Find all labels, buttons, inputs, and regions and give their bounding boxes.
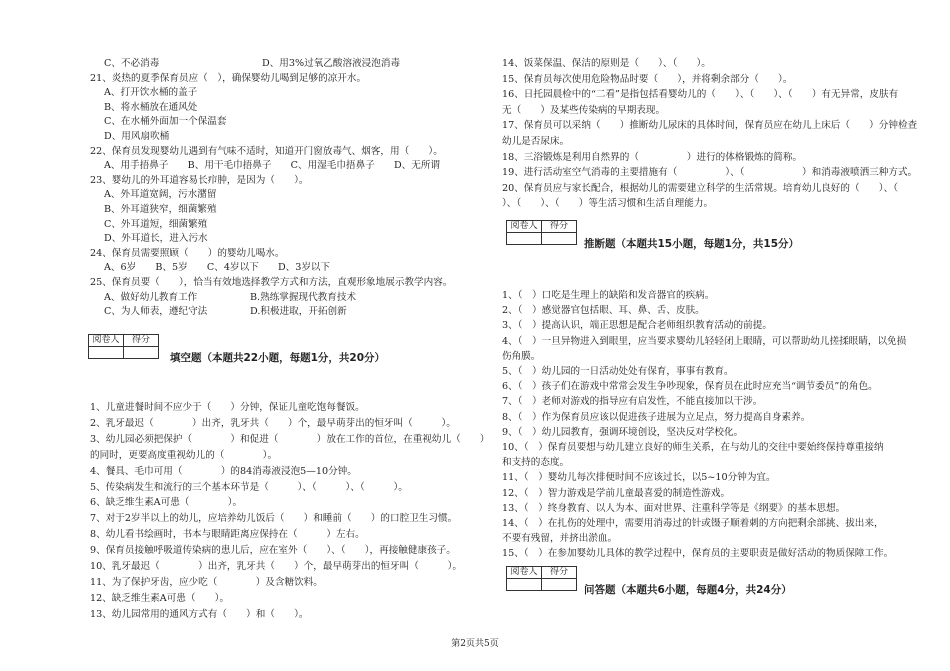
- text-line: 不要有残留，并挤出淤血。: [502, 533, 618, 544]
- text-line: A、6岁 B、5岁 C、4岁以下 D、3岁以下: [104, 262, 331, 273]
- score-table-judge: [506, 220, 577, 245]
- text-line: 15、（ ）在参加婴幼儿具体的教学过程中，保育员的主要职责是做好活动的物质保障工作。: [502, 548, 894, 559]
- text-line: 12、缺乏维生素A可患（ ）。: [90, 593, 230, 604]
- text-line: 6、缺乏维生素A可患（ ）。: [90, 497, 243, 508]
- text-line: 13、（ ）终身教育、以人为本、面对世界、注重科学等是《纲要》的基本思想。: [502, 503, 846, 514]
- text-line: 和支持的态度。: [502, 457, 570, 468]
- score-label: 得分: [542, 221, 577, 233]
- reviewer-cell: [89, 347, 124, 359]
- reviewer-cell: [507, 233, 542, 245]
- text-line: 15、保育员每次使用危险物品时要（ ），并将剩余部分（ ）。: [502, 74, 793, 85]
- text-line: 22、保育员发现婴幼儿遇到有气味不适时，知道开门窗放毒气、烟客，用（ ）。: [90, 146, 443, 157]
- text-line: C、不必消毒: [104, 58, 160, 69]
- section-title-judge: 推断题（本题共15小题，每题1分，共15分）: [584, 238, 800, 250]
- score-cell: [542, 579, 577, 591]
- reviewer-label: 阅卷人: [507, 567, 542, 579]
- page-footer: 第2页共5页: [451, 639, 499, 649]
- text-line: 17、保育员可以采纳（ ）推断幼儿尿床的具体时间，保育员应在幼儿上床后（ ）分钟检查: [502, 120, 918, 131]
- text-line: 伤角膜。: [502, 351, 541, 362]
- score-label: 得分: [124, 335, 159, 347]
- score-label: 得分: [542, 567, 577, 579]
- text-line: 14、（ ）在扎伤的处理中，需要用消毒过的针或镊子顺着刺的方向把剩余部挑、拔出来，: [502, 518, 884, 529]
- text-line: 7、对于2岁半以上的幼儿，应培养幼儿饭后（ ）和睡前（ ）的口腔卫生习惯。: [90, 513, 458, 524]
- text-line: 6、（ ）孩子们在游戏中常常会发生争吵现象，保育员在此时应充当“调节委员”的角色。: [502, 381, 878, 392]
- text-line: 20、保育员应与家长配合，根据幼儿的需要建立科学的生活常规。培育幼儿良好的（ ）、（: [502, 183, 908, 194]
- text-line: 16、日托园晨检中的“二看”是指包括看婴幼儿的（ ）、（ ）、（ ）有无异常，皮肤有: [502, 89, 899, 100]
- text-line: A、打开饮水桶的盖子: [104, 87, 198, 98]
- text-line: 23、婴幼儿的外耳道容易长疖肿，是因为（ ）。: [90, 175, 309, 186]
- text-line: ）、（ ）、（ ）等生活习惯和生活自理能力。: [502, 198, 714, 209]
- text-line: 9、保育员接触呼吸道传染病的患儿后，应在室外（ ）、（ ），再接触健康孩子。: [90, 545, 456, 556]
- text-line: 11、（ ）婴幼儿每次排便时间不应该过长，以5~10分钟为宜。: [502, 472, 776, 483]
- text-line: 25、保育员要（ ），恰当有效地选择教学方式和方法，直观形象地展示教学内容。: [90, 277, 453, 288]
- text-line: 2、乳牙最迟（ ）出齐，乳牙共（ ）个，最早萌芽出的恒牙叫（ ）。: [90, 418, 456, 429]
- text-line: 1、（ ）口吃是生理上的缺陷和发音器官的疾病。: [502, 290, 715, 301]
- text-line: D、外耳道长，进入污水: [104, 233, 208, 244]
- section-title-fill: 填空题（本题共22小题，每题1分，共20分）: [170, 352, 386, 364]
- text-line: 11、为了保护牙齿，应少吃（ ）及含糖饮料。: [90, 577, 323, 588]
- score-cell: [542, 233, 577, 245]
- text-line: C、外耳道短，细菌繁殖: [104, 219, 208, 230]
- text-line: 8、幼儿看书绘画时，书本与眼睛距离应保持在（ ）左右。: [90, 529, 365, 540]
- text-line: 3、幼儿园必须把保护（ ）和促进（ ）放在工作的首位，在重视幼儿（ ）: [90, 434, 490, 445]
- text-line: D、用3%过氧乙酸溶液浸泡消毒: [262, 58, 401, 69]
- text-line: 19、进行活动室空气消毒的主要措施有（ ）、（ ）和消毒液喷洒三种方式。: [502, 167, 918, 178]
- text-line: A、外耳道宽阔，污水潴留: [104, 189, 217, 200]
- text-line: 24、保育员需要照顾（ ）的婴幼儿喝水。: [90, 248, 285, 259]
- score-cell: [124, 347, 159, 359]
- text-line: 12、（ ）智力游戏是学前儿童最喜爱的制造性游戏。: [502, 488, 731, 499]
- text-line: 5、传染病发生和流行的三个基本环节是（ ）、（ ）、（ ）。: [90, 482, 408, 493]
- reviewer-label: 阅卷人: [507, 221, 542, 233]
- text-line: 无（ ）及某些传染病的早期表现。: [502, 105, 666, 116]
- text-line: 18、三浴锻炼是利用自然界的（ ）进行的体格锻炼的简称。: [502, 152, 803, 163]
- text-line: 幼儿是否尿床。: [502, 136, 570, 147]
- text-line: 1、儿童进餐时间不应少于（ ）分钟，保证儿童吃饱每餐饭。: [90, 402, 365, 413]
- text-line: D.积极进取，开拓创新: [250, 306, 347, 317]
- text-line: 14、饭菜保温、保洁的原则是（ ）、（ ）。: [502, 58, 711, 69]
- reviewer-label: 阅卷人: [89, 335, 124, 347]
- text-line: B、外耳道狭窄，细菌繁殖: [104, 204, 217, 215]
- text-line: 4、（ ）一旦异物进入到眼里，应当要求婴幼儿轻轻闭上眼睛，可以帮助幼儿搓揉眼睛，以免损: [502, 336, 907, 347]
- text-line: 21、炎热的夏季保育员应（ ），确保婴幼儿喝到足够的凉开水。: [90, 73, 367, 84]
- text-line: A、用手捂鼻子 B、用干毛巾捂鼻子 C、用湿毛巾捂鼻子 D、无所谓: [104, 160, 441, 171]
- text-line: 的同时，更要高度重视幼儿的（ ）。: [90, 450, 278, 461]
- score-table-qa: [506, 566, 577, 591]
- text-line: 9、（ ）幼儿园教育，强调环境创设，坚决反对学校化。: [502, 427, 744, 438]
- text-line: 2、（ ）感觉器官包括眼、耳、鼻、舌、皮肤。: [502, 305, 705, 316]
- score-table-fill: [88, 334, 159, 359]
- text-line: B、将水桶放在通风处: [104, 102, 198, 113]
- text-line: 7、（ ）老师对游戏的指导应有启发性，不能直接加以干涉。: [502, 396, 763, 407]
- text-line: 3、（ ）提高认识，端正思想是配合老师组织教育活动的前提。: [502, 320, 772, 331]
- text-line: C、在水桶外面加一个保温套: [104, 116, 227, 127]
- text-line: 10、（ ）保育员要想与幼儿建立良好的师生关系，在与幼儿的交往中要始终保持尊重接纳: [502, 442, 884, 453]
- text-line: B.熟练掌握现代教育技术: [250, 292, 357, 303]
- text-line: A、做好幼儿教育工作: [104, 292, 198, 303]
- text-line: 13、幼儿园常用的通风方式有（ ）和（ ）。: [90, 609, 309, 620]
- reviewer-cell: [507, 579, 542, 591]
- text-line: 8、（ ）作为保育员应该以促进孩子进展为立足点，努力提高自身素养。: [502, 412, 811, 423]
- text-line: C、为人师表，遵纪守法: [104, 306, 208, 317]
- section-title-qa: 问答题（本题共6小题，每题4分，共24分）: [584, 584, 792, 596]
- text-line: 4、餐具、毛巾可用（ ）的84消毒液浸泡5—10分钟。: [90, 466, 357, 477]
- text-line: D、用风扇吹桶: [104, 131, 170, 142]
- text-line: 10、乳牙最迟（ ）出齐，乳牙共（ ）个，最早萌芽出的恒牙叫（ ）。: [90, 561, 462, 572]
- text-line: 5、（ ）幼儿园的一日活动处处有保育，事事有教育。: [502, 366, 734, 377]
